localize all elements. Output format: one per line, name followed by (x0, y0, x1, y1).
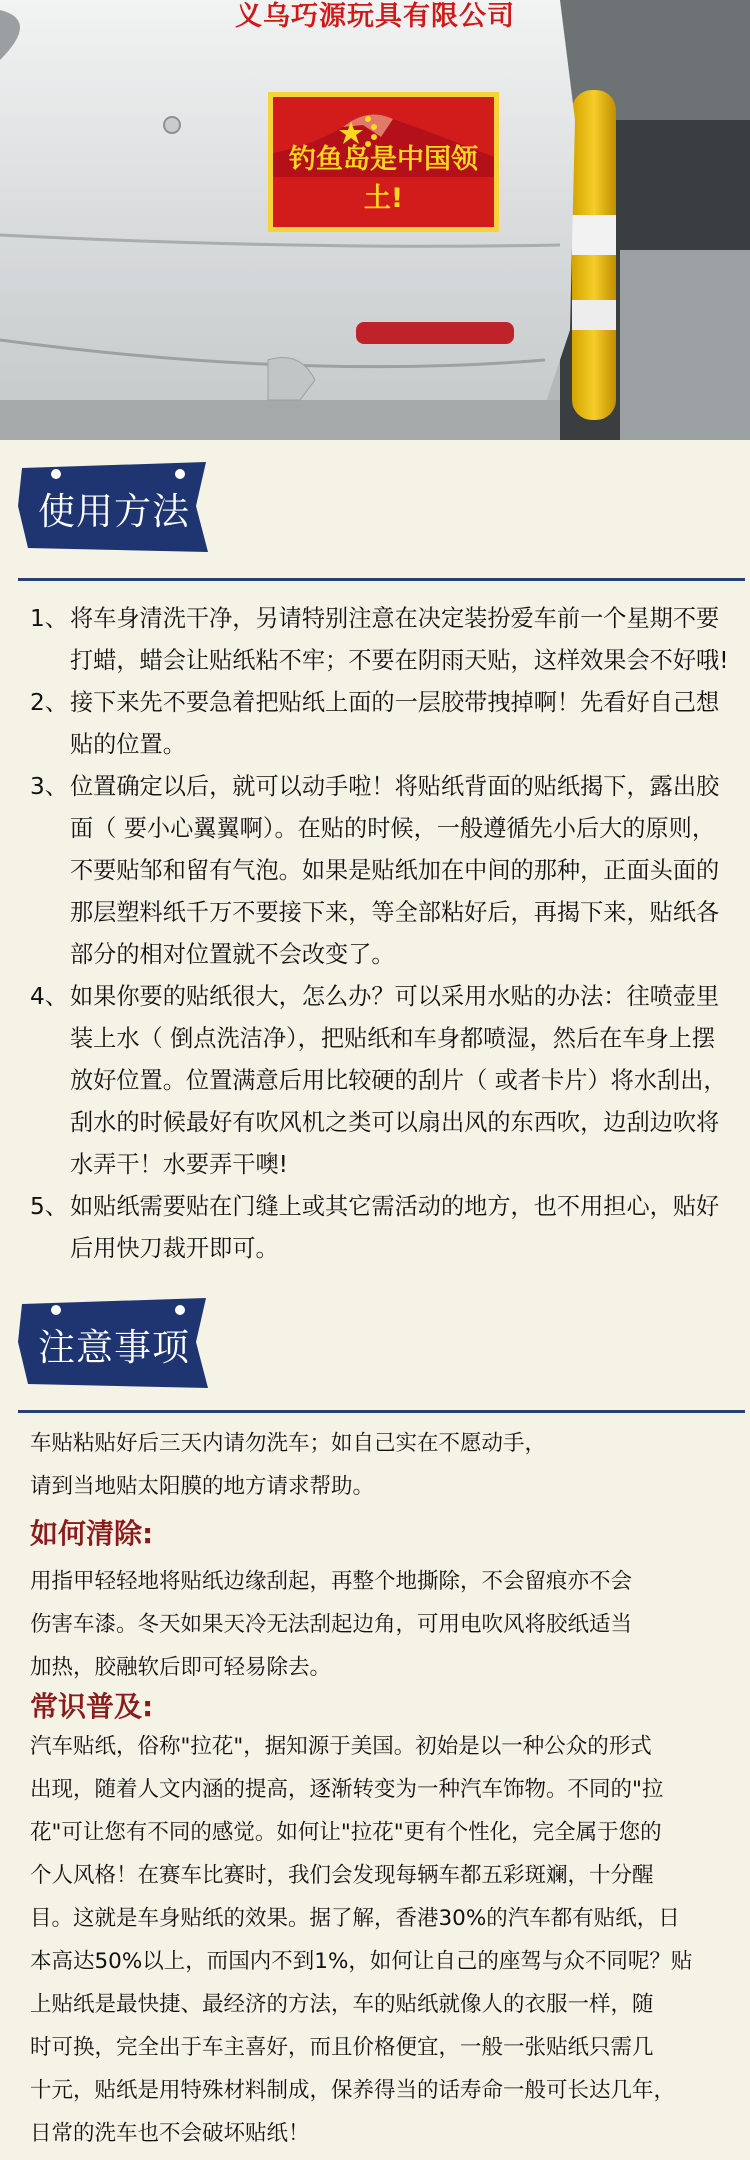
text-line: 本高达50%以上，而国内不到1%，如何让自己的座驾与众不同呢？贴 (30, 1949, 693, 1974)
remove-paragraph (30, 1560, 740, 1689)
text-line: 上贴纸是最快捷、最经济的方法，车的贴纸就像人的衣服一样，随 (30, 1992, 654, 2017)
text-line: 目。这就是车身贴纸的效果。据了解，香港30%的汽车都有贴纸，日 (30, 1906, 680, 1931)
list-item: 1、 将车身清洗干净，另请特别注意在决定装扮爱车前一个星期不要打蜡，蜡会让贴纸粘不牢；不要在阴雨天贴，这样效果会不好哦! (30, 605, 729, 674)
remove-heading: 如何清除: (30, 1517, 154, 1550)
notice-intro (30, 1422, 740, 1508)
knowledge-heading: 常识普及: (30, 1690, 154, 1723)
text-line: 个人风格！在赛车比赛时，我们会发现每辆车都五彩斑斓，十分醒 (30, 1863, 654, 1888)
knowledge-paragraph (30, 1725, 740, 2155)
text-line: 车贴粘贴好后三天内请勿洗车；如自己实在不愿动手， (30, 1431, 547, 1456)
text-line: 伤害车漆。冬天如果天冷无法刮起边角，可用电吹风将胶纸适当 (30, 1612, 633, 1637)
list-item: 5、 如贴纸需要贴在门缝上或其它需活动的地方，也不用担心，贴好后用快刀裁开即可。 (30, 1193, 720, 1262)
text-line: 十元，贴纸是用特殊材料制成，保养得当的话寿命一般可长达几年， (30, 2078, 676, 2103)
list-item: 2、 接下来先不要急着把贴纸上面的一层胶带拽掉啊！先看好自己想贴的位置。 (30, 689, 720, 758)
sticker-slogan: 钓鱼岛是中国领土! (289, 144, 478, 214)
bumper-sticker (268, 92, 499, 232)
text-line: 请到当地贴太阳膜的地方请求帮助。 (30, 1474, 375, 1499)
text-line: 加热，胶融软后即可轻易除去。 (30, 1655, 332, 1680)
section-divider (18, 578, 745, 581)
usage-steps-list (30, 598, 736, 1270)
notice-section-banner (18, 1298, 210, 1390)
section-divider (18, 1410, 745, 1413)
list-item: 4、 如果你要的贴纸很大，怎么办？可以采用水贴的办法：往喷壶里装上水（ 倒点洗洁净），把贴纸和车身都喷湿，然后在车身上摆放好位置。位置满意后用比较硬的刮片（ 或者卡片）将水刮出，刮水的时候最好有吹风机之类可以扇出风的东西吹，边刮边吹将水弄干！水要弄干噢! (30, 983, 727, 1178)
list-item: 3、 位置确定以后，就可以动手啦！将贴纸背面的贴纸揭下，露出胶面（ 要小心翼翼啊）。在贴的时候，一般遵循先小后大的原则，不要贴邹和留有气泡。如果是贴纸加在中间的那种，正面头面的那层塑料纸千万不要接下来，等全部粘好后，再揭下来，贴纸各部分的相对位置就不会改变了。 (30, 773, 720, 968)
text-line: 汽车贴纸，俗称"拉花"，据知源于美国。初始是以一种公众的形式 (30, 1734, 652, 1759)
usage-section-banner (18, 462, 210, 554)
text-line: 日常的洗车也不会破坏贴纸！ (30, 2121, 310, 2146)
company-name: 义乌巧源玩具有限公司 (235, 1, 515, 32)
text-line: 花"可让您有不同的感觉。如何让"拉花"更有个性化，完全属于您的 (30, 1820, 662, 1845)
notice-title: 注意事项 (38, 1326, 190, 1369)
text-line: 时可换，完全出于车主喜好，而且价格便宜，一般一张贴纸只需几 (30, 2035, 654, 2060)
text-line: 用指甲轻轻地将贴纸边缘刮起，再整个地撕除，不会留痕亦不会 (30, 1569, 633, 1594)
usage-title: 使用方法 (38, 490, 190, 533)
product-photo (0, 0, 750, 440)
text-line: 出现，随着人文内涵的提高，逐渐转变为一种汽车饰物。不同的"拉 (30, 1777, 664, 1802)
